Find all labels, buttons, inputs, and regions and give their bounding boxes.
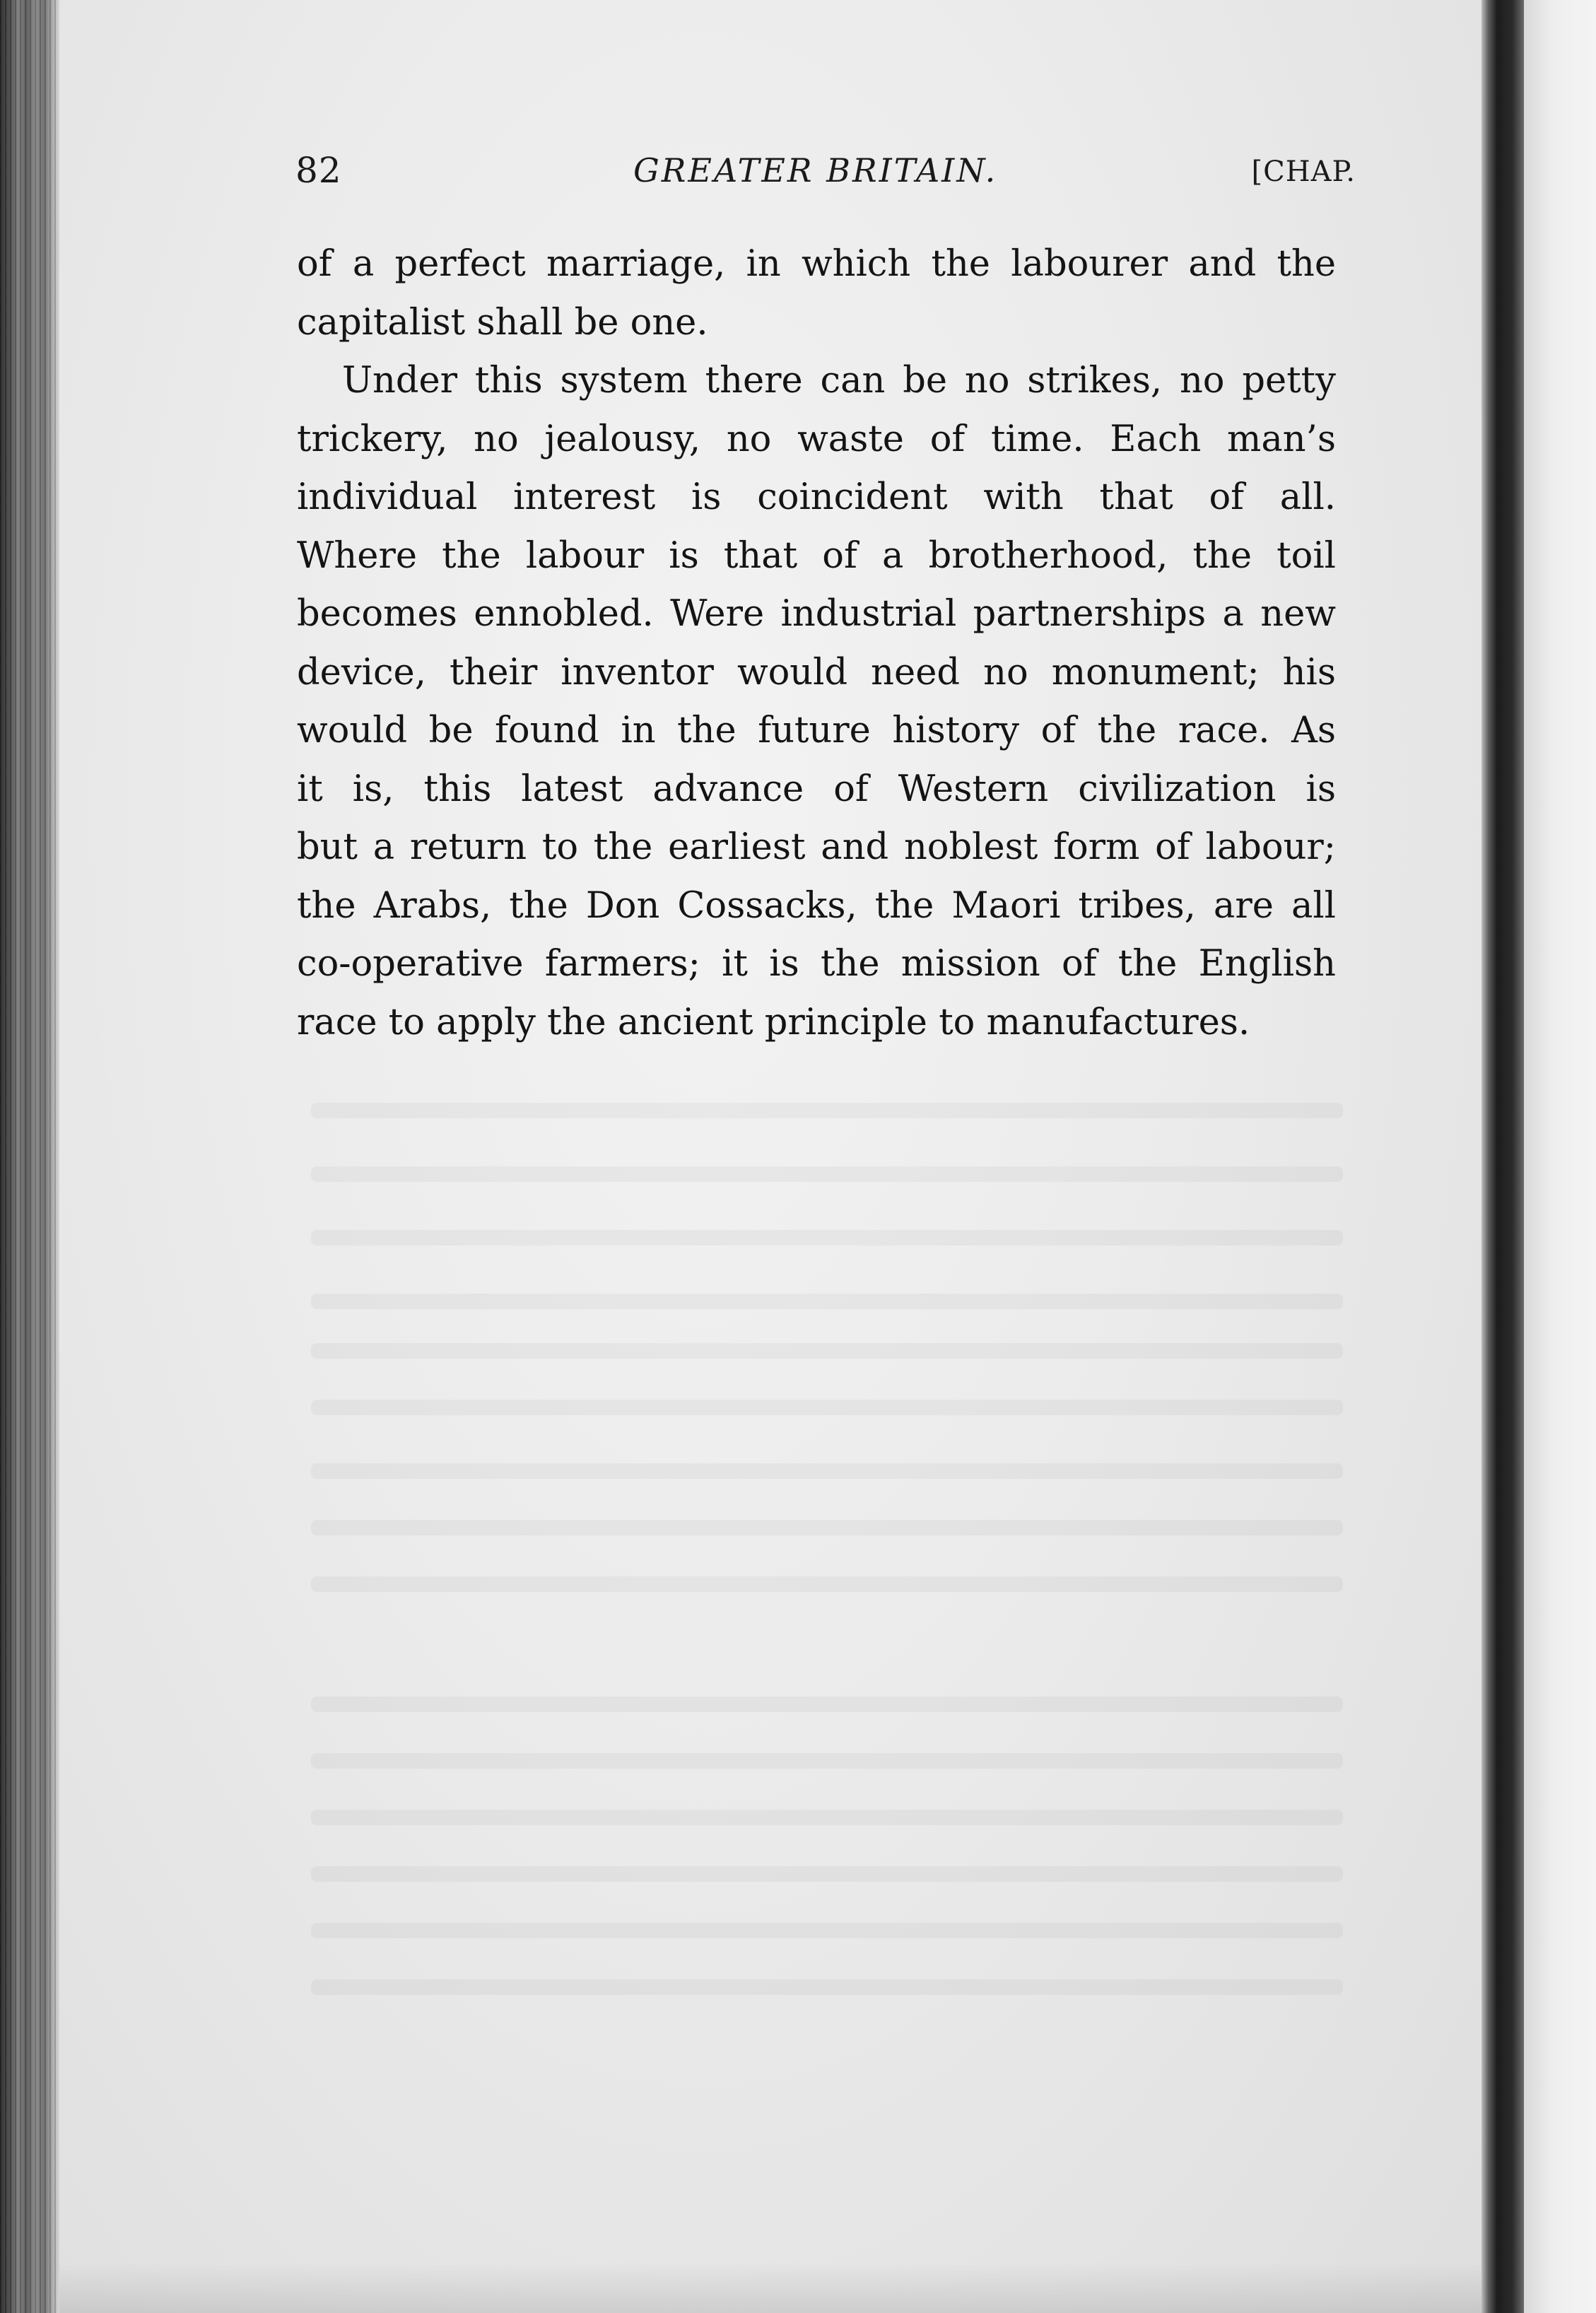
text-line: co-operative farmers; it is the mission of the English xyxy=(297,943,1336,985)
show-through xyxy=(311,1166,1343,1182)
left-page-edges xyxy=(0,0,59,2313)
show-through xyxy=(311,1103,1343,1118)
text-line: device, their inventor would need no monument; his xyxy=(297,651,1336,693)
text-line: individual interest is coincident with that of all. xyxy=(297,476,1336,518)
show-through xyxy=(311,1343,1343,1359)
running-header xyxy=(295,150,1356,199)
show-through xyxy=(311,1923,1343,1938)
text-line: would be found in the future history of the race. As xyxy=(297,710,1336,751)
body-text xyxy=(297,235,1336,1052)
adjacent-leaf xyxy=(1524,0,1596,2313)
show-through xyxy=(311,1463,1343,1479)
text-line: of a perfect marriage, in which the labourer and the xyxy=(297,243,1336,285)
show-through xyxy=(311,1753,1343,1769)
text-line: capitalist shall be one. xyxy=(297,301,708,344)
text-line: race to apply the ancient principle to manufactures. xyxy=(297,1001,1250,1043)
text-line: the Arabs, the Don Cossacks, the Maori tribes, are all xyxy=(297,884,1336,927)
page-number: 82 xyxy=(295,150,342,191)
show-through xyxy=(311,1810,1343,1825)
text-line: Where the labour is that of a brotherhood, the toil xyxy=(297,534,1336,577)
paragraph xyxy=(297,235,1336,352)
text-line: Under this system there can be no strikes, no petty xyxy=(342,360,1336,402)
show-through xyxy=(311,1294,1343,1309)
text-line: it is, this latest advance of Western civilization is xyxy=(297,768,1336,810)
text-line: trickery, no jealousy, no waste of time. Each man’s xyxy=(297,418,1336,460)
show-through xyxy=(311,1400,1343,1415)
paragraph xyxy=(297,352,1336,1052)
show-through xyxy=(311,1230,1343,1246)
page-bottom-shadow xyxy=(59,2262,1487,2313)
chapter-mark: [CHAP. xyxy=(1251,156,1356,188)
show-through xyxy=(311,1697,1343,1712)
show-through xyxy=(311,1979,1343,1995)
show-through xyxy=(311,1520,1343,1535)
show-through xyxy=(311,1866,1343,1882)
text-line: becomes ennobled. Were industrial partnerships a new xyxy=(297,593,1336,635)
text-line: but a return to the earliest and noblest form of labour; xyxy=(297,826,1336,868)
running-title: GREATER BRITAIN. xyxy=(633,151,998,189)
right-page-edge xyxy=(1481,0,1524,2313)
show-through xyxy=(311,1576,1343,1592)
